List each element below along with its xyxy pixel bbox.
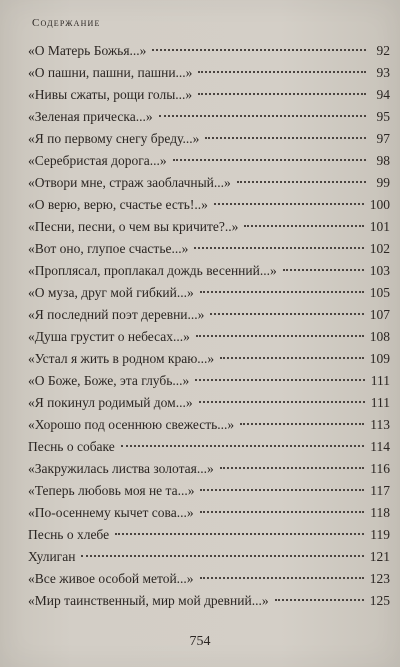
dot-leader: [283, 269, 364, 271]
dot-leader: [199, 401, 365, 403]
toc-entry-page: 105: [369, 285, 390, 300]
dot-leader: [275, 599, 364, 601]
dot-leader: [210, 313, 363, 315]
toc-entry-page: 121: [369, 549, 390, 564]
dot-leader: [220, 357, 364, 359]
toc-entry-page: 102: [369, 241, 390, 256]
dot-leader: [159, 115, 366, 117]
toc-entry-title: «О Матерь Божья...»: [28, 43, 147, 58]
dot-leader: [200, 511, 365, 513]
toc-entry-page: 119: [370, 527, 390, 542]
dot-leader: [205, 137, 366, 139]
toc-entry[interactable]: [28, 106, 390, 128]
toc-entry-title: «Закружилась листва золотая...»: [28, 461, 214, 476]
toc-entry[interactable]: [28, 84, 390, 106]
dot-leader: [237, 181, 366, 183]
toc-entry-page: 116: [370, 461, 390, 476]
dot-leader: [194, 247, 363, 249]
toc-entry-title: «Душа грустит о небесах...»: [28, 329, 190, 344]
toc-entry-page: 125: [369, 593, 390, 608]
toc-entry-page: 107: [369, 307, 390, 322]
toc-entry-title: «Песни, песни, о чем вы кричите?..»: [28, 219, 239, 234]
toc-entry-title: «Вот оно, глупое счастье...»: [28, 241, 189, 256]
dot-leader: [81, 555, 363, 557]
toc-entry[interactable]: [28, 172, 390, 194]
toc-entry-page: 101: [369, 219, 390, 234]
toc-entry[interactable]: [28, 128, 390, 150]
toc-entry-title: «Хорошо под осеннюю свежесть...»: [28, 417, 235, 432]
toc-entry-title: «Мир таинственный, мир мой древний...»: [28, 593, 269, 608]
toc-entry-page: 92: [376, 43, 390, 58]
toc-entry-page: 98: [376, 153, 390, 168]
toc-entry[interactable]: [28, 546, 390, 568]
dot-leader: [240, 423, 364, 425]
toc-entry[interactable]: [28, 502, 390, 524]
dot-leader: [214, 203, 364, 205]
toc-entry[interactable]: [28, 524, 390, 546]
toc-entry-title: «Все живое особой метой...»: [28, 571, 194, 586]
toc-entry-title: «Я по первому снегу бреду...»: [28, 131, 200, 146]
toc-entry-title: Хулиган: [28, 549, 76, 564]
toc-entry-title: Песнь о хлебе: [28, 527, 110, 542]
toc-entry-page: 109: [369, 351, 390, 366]
toc-entry-page: 100: [369, 197, 390, 212]
toc-entry-title: «Нивы сжаты, рощи голы...»: [28, 87, 193, 102]
toc-entry-title: «Проплясал, проплакал дождь весенний...»: [28, 263, 277, 278]
toc-entry[interactable]: [28, 370, 390, 392]
toc-entry-page: 103: [369, 263, 390, 278]
toc-entry[interactable]: [28, 40, 390, 62]
page-number: 754: [189, 634, 211, 649]
toc-entry[interactable]: [28, 392, 390, 414]
dot-leader: [152, 49, 366, 51]
toc-entry-title: «О Боже, Боже, эта глубь...»: [28, 373, 190, 388]
toc-entry[interactable]: [28, 260, 390, 282]
dot-leader: [220, 467, 365, 469]
toc-entry-title: «О верю, верю, счастье есть!..»: [28, 197, 208, 212]
toc-entry-title: «Зеленая прическа...»: [28, 109, 153, 124]
table-of-contents: [28, 40, 390, 612]
toc-entry-title: «Я покинул родимый дом...»: [28, 395, 193, 410]
toc-entry-title: «Я последний поэт деревни...»: [28, 307, 205, 322]
toc-entry[interactable]: [28, 590, 390, 612]
toc-entry-title: «По-осеннему кычет сова...»: [28, 505, 194, 520]
dot-leader: [195, 379, 364, 381]
page-heading: Содержание: [32, 17, 101, 29]
dot-leader: [198, 93, 366, 95]
toc-entry[interactable]: [28, 348, 390, 370]
toc-entry-page: 117: [370, 483, 390, 498]
toc-entry-page: 123: [369, 571, 390, 586]
dot-leader: [173, 159, 366, 161]
toc-entry-page: 108: [369, 329, 390, 344]
toc-entry[interactable]: [28, 568, 390, 590]
dot-leader: [200, 489, 364, 491]
dot-leader: [200, 577, 364, 579]
toc-entry-title: «Теперь любовь моя не та...»: [28, 483, 195, 498]
toc-entry-title: «О пашни, пашни, пашни...»: [28, 65, 193, 80]
dot-leader: [198, 71, 366, 73]
toc-entry[interactable]: [28, 216, 390, 238]
toc-entry-title: Песнь о собаке: [28, 439, 115, 454]
toc-entry-page: 113: [370, 417, 390, 432]
toc-entry-page: 118: [370, 505, 390, 520]
toc-entry-title: «Серебристая дорога...»: [28, 153, 167, 168]
dot-leader: [196, 335, 364, 337]
toc-entry-title: «Отвори мне, страж заоблачный...»: [28, 175, 231, 190]
toc-entry[interactable]: [28, 150, 390, 172]
dot-leader: [200, 291, 364, 293]
toc-entry-page: 97: [376, 131, 390, 146]
toc-entry[interactable]: [28, 282, 390, 304]
dot-leader: [121, 445, 364, 447]
toc-entry[interactable]: [28, 326, 390, 348]
toc-entry[interactable]: [28, 480, 390, 502]
toc-entry[interactable]: [28, 194, 390, 216]
toc-entry-page: 95: [376, 109, 390, 124]
toc-entry-title: «О муза, друг мой гибкий...»: [28, 285, 194, 300]
toc-entry-title: «Устал я жить в родном краю...»: [28, 351, 215, 366]
toc-entry[interactable]: [28, 238, 390, 260]
dot-leader: [244, 225, 363, 227]
toc-entry[interactable]: [28, 304, 390, 326]
toc-entry-page: 94: [376, 87, 390, 102]
toc-entry-page: 111: [370, 395, 390, 410]
toc-entry[interactable]: [28, 458, 390, 480]
toc-entry-page: 93: [376, 65, 390, 80]
toc-entry-page: 111: [370, 373, 390, 388]
toc-entry[interactable]: [28, 414, 390, 436]
toc-entry[interactable]: [28, 436, 390, 458]
toc-entry[interactable]: [28, 62, 390, 84]
dot-leader: [115, 533, 364, 535]
toc-entry-page: 114: [370, 439, 390, 454]
toc-entry-page: 99: [376, 175, 390, 190]
